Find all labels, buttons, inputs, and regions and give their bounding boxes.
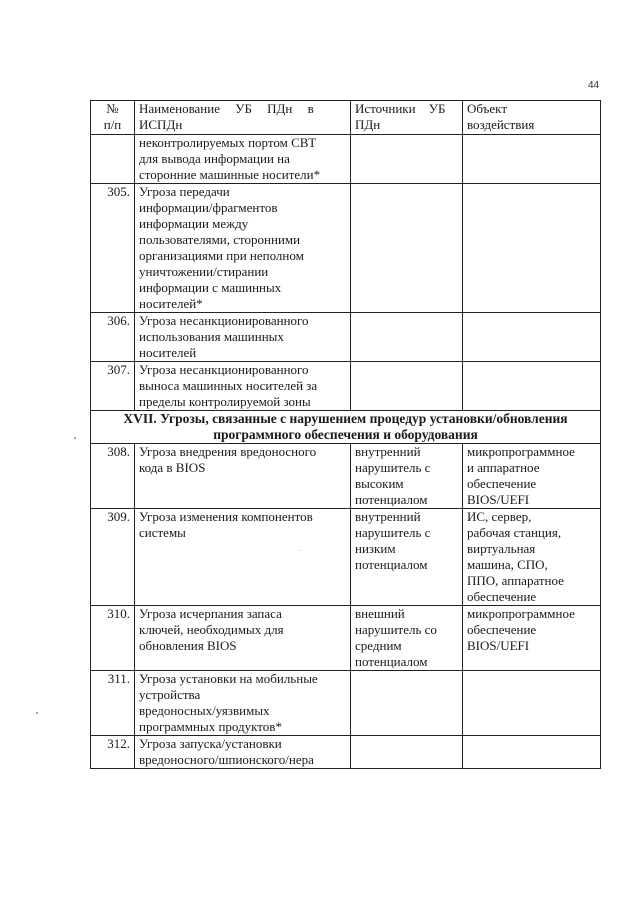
threat-target-cell bbox=[463, 184, 601, 313]
threat-name-line: Угроза изменения компонентов bbox=[139, 509, 313, 524]
header-target-line: Объект bbox=[467, 101, 507, 116]
threat-target-line: микропрограммное bbox=[467, 606, 575, 621]
header-num-line: п/п bbox=[103, 117, 122, 132]
threat-source-line: средним bbox=[355, 638, 402, 653]
threat-source-line: потенциалом bbox=[355, 557, 428, 572]
scan-speck bbox=[36, 712, 38, 714]
threat-name-line: уничтожении/стирании bbox=[139, 264, 269, 279]
threat-source-cell bbox=[351, 671, 463, 736]
threat-target-line: микропрограммное bbox=[467, 444, 575, 459]
threat-source-cell bbox=[351, 444, 463, 509]
threat-name-line: Угроза запуска/установки bbox=[139, 736, 282, 751]
threat-target-line: обеспечение bbox=[467, 622, 537, 637]
threat-name-cell bbox=[135, 184, 351, 313]
threat-source-cell bbox=[351, 135, 463, 184]
threat-source-line: низким bbox=[355, 541, 396, 556]
header-num-line: № bbox=[106, 101, 119, 116]
threat-source-line: высоким bbox=[355, 476, 404, 491]
scan-speck bbox=[300, 550, 301, 551]
threat-name-line: системы bbox=[139, 525, 186, 540]
header-name-line: ИСПДн bbox=[139, 117, 183, 132]
row-number-cell: 306. bbox=[91, 313, 135, 362]
threat-name-line: Угроза установки на мобильные bbox=[139, 671, 318, 686]
threat-source-line: потенциалом bbox=[355, 654, 428, 669]
header-num-cell bbox=[91, 101, 135, 135]
header-name-line: Наименование УБ ПДн в bbox=[139, 101, 314, 116]
threat-name-cell bbox=[135, 135, 351, 184]
table-row bbox=[91, 362, 601, 411]
threat-target-line: ИС, сервер, bbox=[467, 509, 532, 524]
threat-target-cell bbox=[463, 509, 601, 606]
header-target-cell bbox=[463, 101, 601, 135]
threat-target-cell bbox=[463, 444, 601, 509]
page-number: 44 bbox=[588, 80, 600, 91]
threat-source-line: внутренний bbox=[355, 444, 421, 459]
threat-target-cell bbox=[463, 362, 601, 411]
threat-name-line: пользователями, сторонними bbox=[139, 232, 301, 247]
section-heading-line: XVII. Угрозы, связанные с нарушением процедур установки/обновления bbox=[123, 411, 568, 426]
threat-target-line: ППО, аппаратное bbox=[467, 573, 564, 588]
row-number-cell: 308. bbox=[91, 444, 135, 509]
threat-name-cell bbox=[135, 606, 351, 671]
threat-name-cell bbox=[135, 444, 351, 509]
threat-target-line: рабочая станция, bbox=[467, 525, 562, 540]
table-body bbox=[91, 101, 601, 769]
threat-name-line: сторонние машинные носители* bbox=[139, 167, 321, 182]
row-number-cell: 311. bbox=[91, 671, 135, 736]
threat-source-cell bbox=[351, 184, 463, 313]
threat-name-line: программных продуктов* bbox=[139, 719, 282, 734]
threat-target-line: машина, СПО, bbox=[467, 557, 548, 572]
section-heading-row bbox=[91, 411, 601, 444]
table-row bbox=[91, 313, 601, 362]
threat-target-line: обеспечение bbox=[467, 476, 537, 491]
header-source-cell bbox=[351, 101, 463, 135]
header-source-line: ПДн bbox=[355, 117, 381, 132]
threat-target-line: виртуальная bbox=[467, 541, 536, 556]
threat-name-line: организациями при неполном bbox=[139, 248, 304, 263]
threat-target-line: и аппаратное bbox=[467, 460, 540, 475]
threat-name-cell bbox=[135, 362, 351, 411]
section-heading-line: программного обеспечения и оборудования bbox=[213, 427, 478, 442]
threat-target-line: BIOS/UEFI bbox=[467, 492, 530, 507]
row-number-cell: 307. bbox=[91, 362, 135, 411]
threat-name-line: носителей* bbox=[139, 296, 203, 311]
table-row bbox=[91, 606, 601, 671]
table-row bbox=[91, 736, 601, 769]
header-name-cell bbox=[135, 101, 351, 135]
threat-name-line: Угроза исчерпания запаса bbox=[139, 606, 282, 621]
threat-target-cell bbox=[463, 606, 601, 671]
table-row bbox=[91, 671, 601, 736]
threat-source-line: потенциалом bbox=[355, 492, 428, 507]
threat-target-line: BIOS/UEFI bbox=[467, 638, 530, 653]
threat-name-line: пределы контролируемой зоны bbox=[139, 394, 311, 409]
threat-name-line: информации с машинных bbox=[139, 280, 282, 295]
threat-name-cell bbox=[135, 736, 351, 769]
table-header-row bbox=[91, 101, 601, 135]
threat-name-line: неконтролируемых портом СВТ bbox=[139, 135, 317, 150]
threat-target-cell bbox=[463, 135, 601, 184]
threat-source-line: нарушитель со bbox=[355, 622, 437, 637]
threat-name-line: устройства bbox=[139, 687, 201, 702]
threat-name-line: для вывода информации на bbox=[139, 151, 290, 166]
threat-name-line: информации/фрагментов bbox=[139, 200, 278, 215]
threat-name-line: обновления BIOS bbox=[139, 638, 237, 653]
section-heading bbox=[91, 411, 601, 444]
table-row bbox=[91, 509, 601, 606]
table-row bbox=[91, 135, 601, 184]
threat-name-line: использования машинных bbox=[139, 329, 284, 344]
row-number-cell: 312. bbox=[91, 736, 135, 769]
row-number-cell: 310. bbox=[91, 606, 135, 671]
threat-name-line: ключей, необходимых для bbox=[139, 622, 284, 637]
threat-source-cell bbox=[351, 736, 463, 769]
table-row bbox=[91, 444, 601, 509]
row-number-cell bbox=[91, 135, 135, 184]
table-row bbox=[91, 184, 601, 313]
threat-name-line: носителей bbox=[139, 345, 197, 360]
threat-source-cell bbox=[351, 313, 463, 362]
threat-name-line: Угроза внедрения вредоносного bbox=[139, 444, 317, 459]
threat-name-cell bbox=[135, 671, 351, 736]
threat-name-line: Угроза несанкционированного bbox=[139, 362, 309, 377]
threat-target-cell bbox=[463, 671, 601, 736]
threat-name-line: Угроза несанкционированного bbox=[139, 313, 309, 328]
threats-table bbox=[90, 100, 601, 769]
threat-name-line: вредоносных/уязвимых bbox=[139, 703, 270, 718]
threat-target-cell bbox=[463, 736, 601, 769]
threat-source-line: внешний bbox=[355, 606, 405, 621]
threat-name-line: выноса машинных носителей за bbox=[139, 378, 318, 393]
row-number-cell: 309. bbox=[91, 509, 135, 606]
scan-speck bbox=[74, 437, 76, 439]
threat-name-cell bbox=[135, 509, 351, 606]
threat-name-cell bbox=[135, 313, 351, 362]
threat-target-cell bbox=[463, 313, 601, 362]
threat-source-cell bbox=[351, 606, 463, 671]
threat-source-line: нарушитель с bbox=[355, 460, 431, 475]
threat-name-line: кода в BIOS bbox=[139, 460, 206, 475]
threat-source-cell bbox=[351, 509, 463, 606]
threat-source-cell bbox=[351, 362, 463, 411]
header-target-line: воздействия bbox=[467, 117, 535, 132]
threat-name-line: информации между bbox=[139, 216, 249, 231]
threat-target-line: обеспечение bbox=[467, 589, 537, 604]
threat-source-line: внутренний bbox=[355, 509, 421, 524]
threat-name-line: вредоносного/шпионского/нера bbox=[139, 752, 314, 767]
threat-name-line: Угроза передачи bbox=[139, 184, 230, 199]
header-source-line: Источники УБ bbox=[355, 101, 446, 116]
row-number-cell: 305. bbox=[91, 184, 135, 313]
threat-source-line: нарушитель с bbox=[355, 525, 431, 540]
